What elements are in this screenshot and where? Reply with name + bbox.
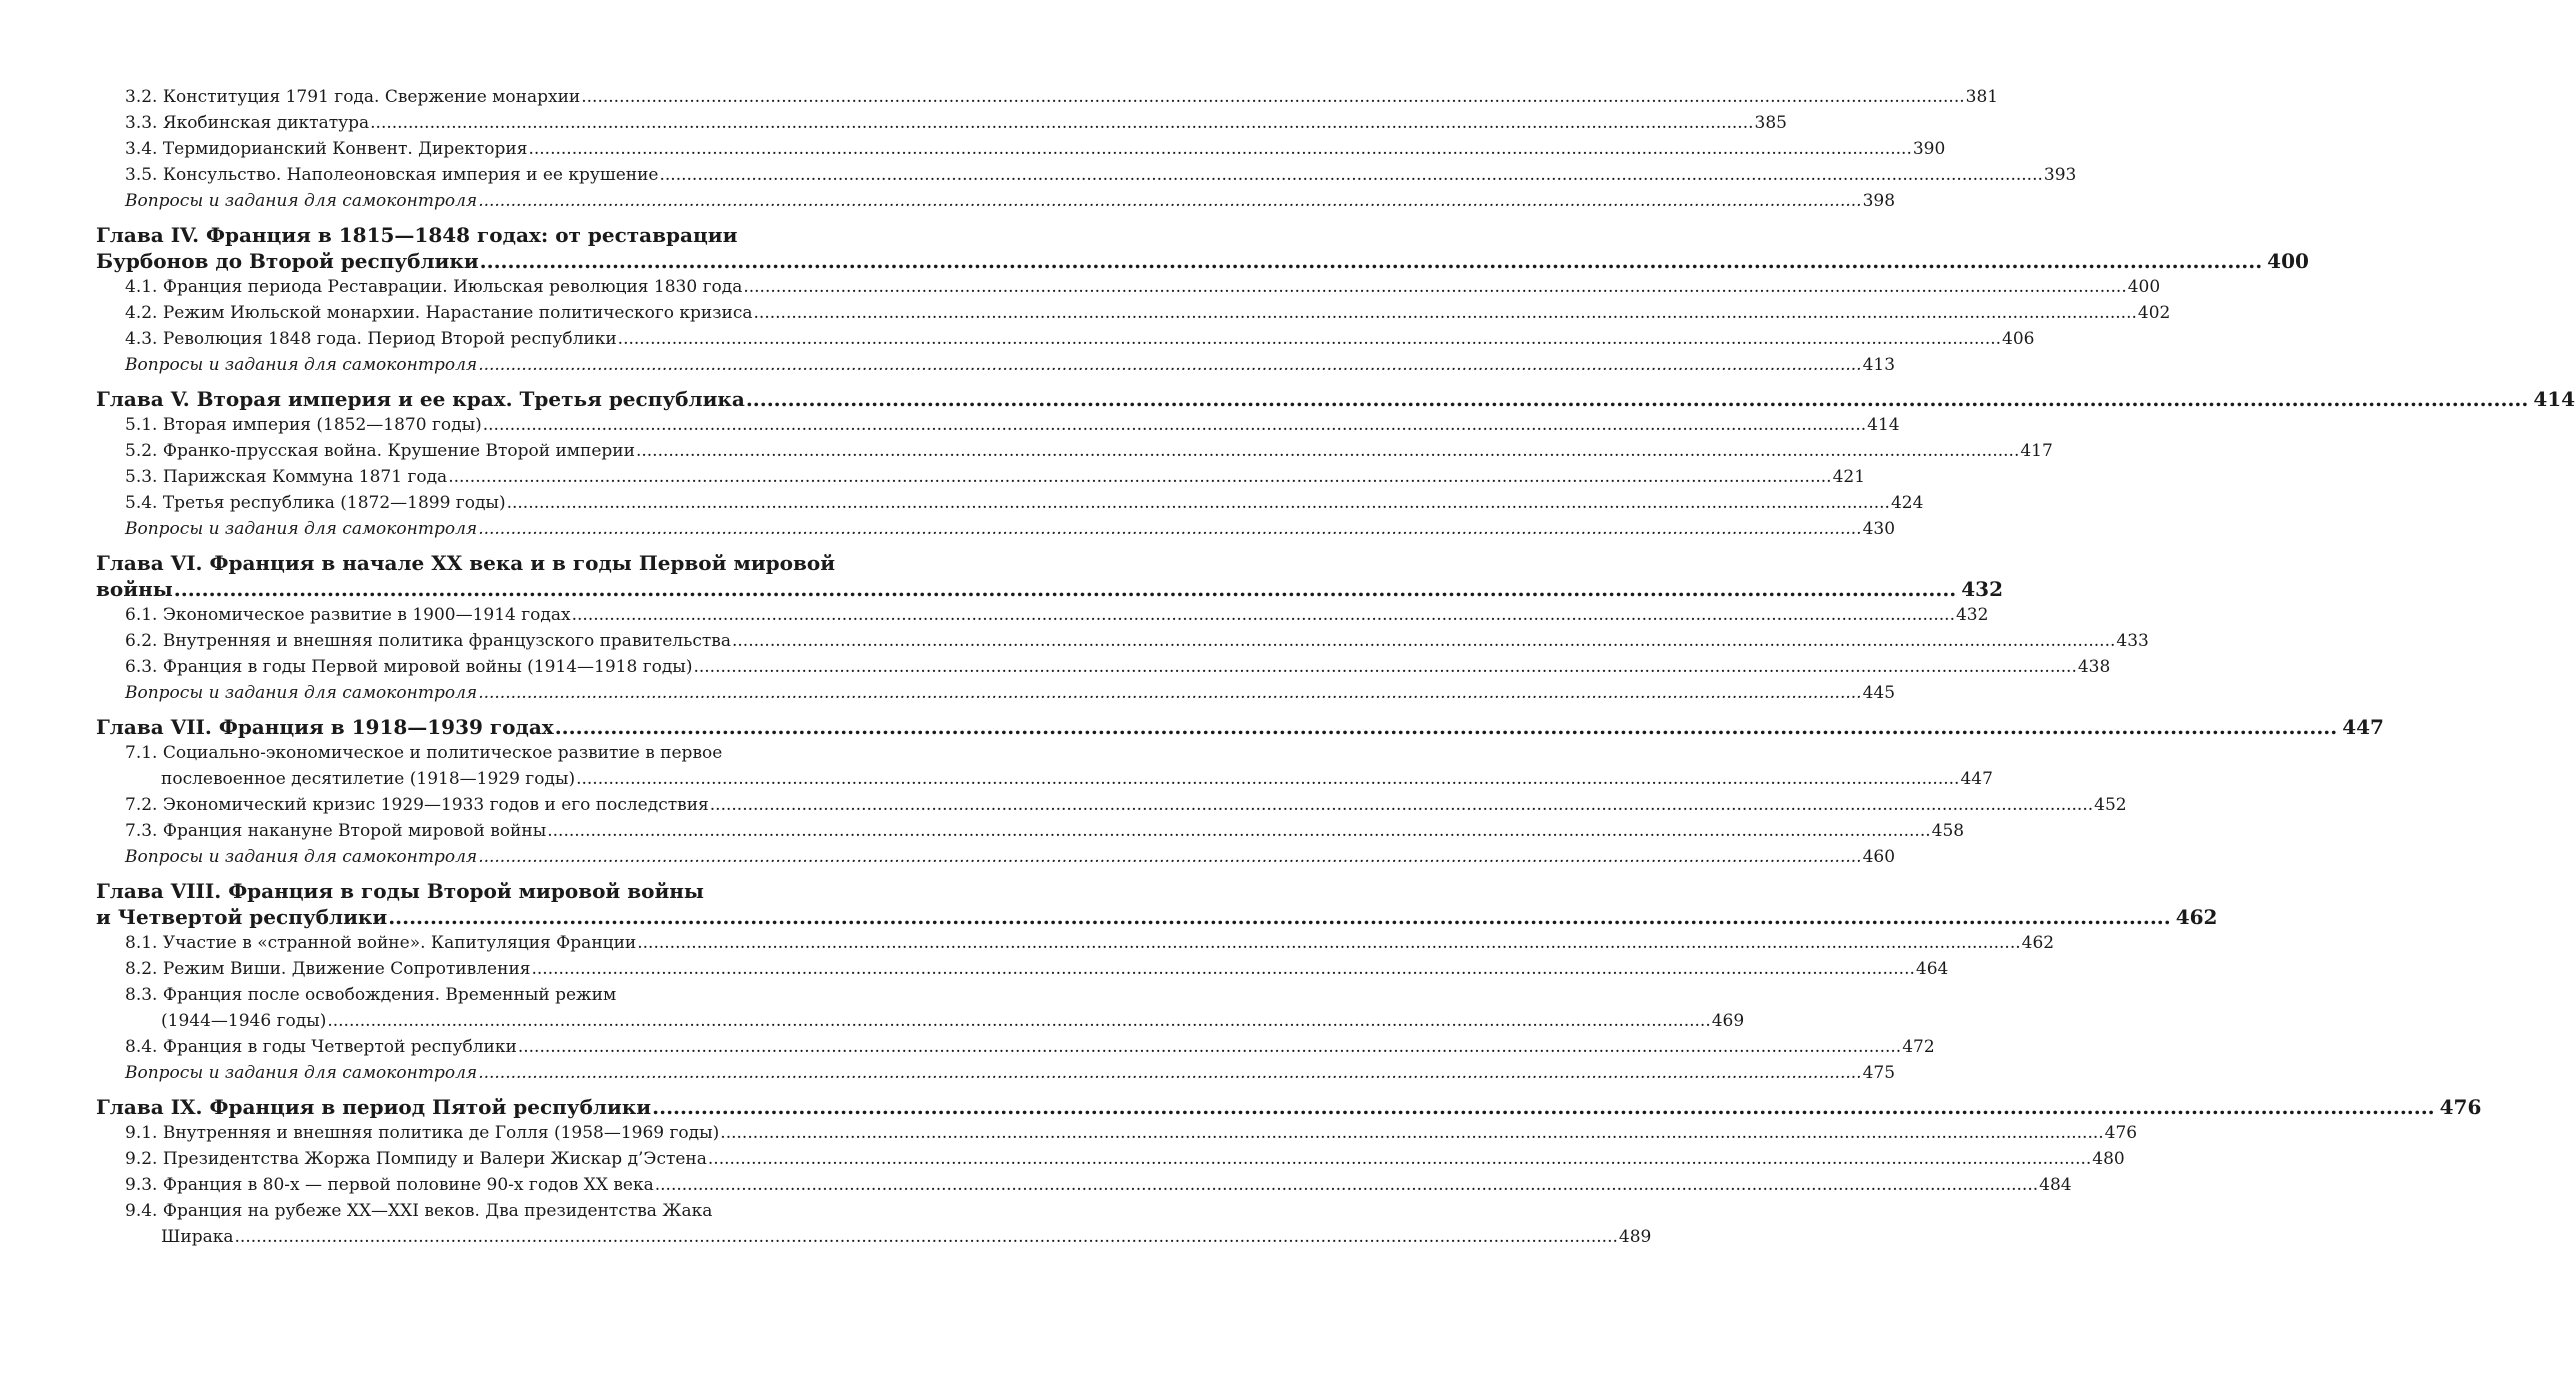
dot-leader <box>732 628 2115 654</box>
dot-leader <box>618 326 2001 352</box>
toc-entry-title: 9.4. Франция на рубеже XX—XXI веков. Два президентства Жака <box>125 1201 713 1221</box>
toc-page-number: 413 <box>1862 355 1896 375</box>
toc-section-entry[interactable] <box>96 490 1924 516</box>
toc-page-number: 489 <box>1618 1227 1652 1247</box>
toc-entry-title: (1944—1946 годы) <box>161 1011 327 1031</box>
dot-leader <box>448 464 1831 490</box>
toc-entry-title: войны <box>96 577 173 601</box>
toc-page-number: 406 <box>2002 329 2035 349</box>
dot-leader <box>693 654 2076 680</box>
toc-page-number: 476 <box>2104 1123 2138 1143</box>
toc-entry-title: Бурбонов до Второй республики <box>96 249 479 273</box>
toc-section-entry[interactable] <box>96 162 2077 188</box>
toc-entry-title: 4.2. Режим Июльской монархии. Нарастание политического кризиса <box>125 303 753 323</box>
dot-leader <box>532 956 1915 982</box>
toc-entry-title: 7.3. Франция накануне Второй мировой войны <box>125 821 547 841</box>
dot-leader <box>478 1060 1861 1086</box>
dot-leader <box>388 904 2171 930</box>
dot-leader <box>637 930 2020 956</box>
toc-entry-title: 5.3. Парижская Коммуна 1871 года <box>125 467 448 487</box>
toc-section-entry[interactable] <box>96 438 2053 464</box>
dot-leader <box>655 1172 2038 1198</box>
dot-leader <box>555 714 2338 740</box>
toc-chapter-entry-continued[interactable] <box>96 576 2004 602</box>
toc-questions-entry[interactable] <box>96 844 1896 870</box>
toc-entry-title: 5.4. Третья республика (1872—1899 годы) <box>125 493 506 513</box>
dot-leader <box>518 1034 1901 1060</box>
dot-leader <box>652 1094 2435 1120</box>
dot-leader <box>528 136 1911 162</box>
dot-leader <box>746 386 2529 412</box>
toc-entry-title: 3.2. Конституция 1791 года. Свержение монархии <box>125 87 581 107</box>
toc-section-entry[interactable] <box>96 84 1999 110</box>
toc-section-entry[interactable] <box>96 740 804 766</box>
toc-page-number: 421 <box>1832 467 1866 487</box>
toc-entry-title: 5.1. Вторая империя (1852—1870 годы) <box>125 415 482 435</box>
toc-entry-title: 4.1. Франция периода Реставрации. Июльская революция 1830 года <box>125 277 743 297</box>
toc-section-entry[interactable] <box>96 792 2127 818</box>
toc-section-entry[interactable] <box>96 1198 804 1224</box>
toc-page-number: 400 <box>2127 277 2161 297</box>
toc-page-number: 393 <box>2043 165 2077 185</box>
toc-page-number: 433 <box>2116 631 2149 651</box>
dot-leader <box>572 602 1955 628</box>
toc-section-entry[interactable] <box>96 412 1900 438</box>
toc-entry-title: Вопросы и задания для самоконтроля <box>125 355 478 375</box>
dot-leader <box>478 352 1861 378</box>
toc-page-number: 464 <box>1915 959 1949 979</box>
toc-page-number: 447 <box>2342 715 2384 739</box>
toc-entry-title: Глава VII. Франция в 1918—1939 годах <box>96 715 554 739</box>
toc-entry-title: 8.2. Режим Виши. Движение Сопротивления <box>125 959 531 979</box>
toc-entry-title: 4.3. Революция 1848 года. Период Второй республики <box>125 329 617 349</box>
toc-page-number: 462 <box>2175 905 2218 929</box>
toc-entry-title: Вопросы и задания для самоконтроля <box>125 1063 478 1083</box>
dot-leader <box>576 766 1959 792</box>
toc-entry-title: Глава IX. Франция в период Пятой республики <box>96 1095 652 1119</box>
toc-entry-title: Вопросы и задания для самоконтроля <box>125 847 478 867</box>
toc-chapter-entry[interactable] <box>96 386 2575 412</box>
toc-page-number: 480 <box>2092 1149 2125 1169</box>
toc-chapter-entry[interactable] <box>96 878 804 904</box>
toc-entry-title: Глава IV. Франция в 1815—1848 годах: от реставрации <box>96 223 738 247</box>
toc-page-number: 462 <box>2021 933 2055 953</box>
toc-section-entry-continued[interactable] <box>96 1224 1652 1250</box>
toc-page-number: 484 <box>2039 1175 2072 1195</box>
dot-leader <box>660 162 2043 188</box>
toc-chapter-entry-continued[interactable] <box>96 904 2218 930</box>
dot-leader <box>480 248 2263 274</box>
toc-entry-title: 3.5. Консульство. Наполеоновская империя и ее крушение <box>125 165 659 185</box>
toc-section-entry[interactable] <box>96 464 1866 490</box>
toc-page-number: 402 <box>2137 303 2171 323</box>
toc-questions-entry[interactable] <box>96 1060 1896 1086</box>
toc-entry-title: 9.3. Франция в 80-х — первой половине 90-х годов XX века <box>125 1175 654 1195</box>
dot-leader <box>636 438 2019 464</box>
toc-page-number: 414 <box>1867 415 1900 435</box>
toc-section-entry[interactable] <box>96 1120 2138 1146</box>
toc-entry-title: Глава V. Вторая империя и ее крах. Третья республика <box>96 387 745 411</box>
toc-page-number: 438 <box>2077 657 2111 677</box>
dot-leader <box>174 576 1957 602</box>
toc-entry-title: 5.2. Франко-прусская война. Крушение Второй империи <box>125 441 635 461</box>
toc-questions-entry[interactable] <box>96 352 1896 378</box>
toc-page-number: 476 <box>2439 1095 2482 1119</box>
toc-entry-title: 9.2. Президентства Жоржа Помпиду и Валери Жискар д’Эстена <box>125 1149 707 1169</box>
toc-section-entry[interactable] <box>96 930 2055 956</box>
toc-entry-title: и Четвертой республики <box>96 905 388 929</box>
dot-leader <box>507 490 1890 516</box>
toc-page-number: 398 <box>1862 191 1896 211</box>
toc-entry-title: Ширака <box>161 1227 234 1247</box>
toc-section-entry[interactable] <box>96 326 2035 352</box>
toc-section-entry[interactable] <box>96 602 1989 628</box>
toc-entry-title: Вопросы и задания для самоконтроля <box>125 683 478 703</box>
dot-leader <box>478 844 1861 870</box>
toc-page-number: 452 <box>2094 795 2127 815</box>
toc-section-entry[interactable] <box>96 818 1965 844</box>
toc-page-number: 385 <box>1754 113 1787 133</box>
toc-page-number: 414 <box>2533 387 2575 411</box>
dot-leader <box>478 680 1861 706</box>
toc-entry-title: Глава VI. Франция в начале XX века и в годы Первой мировой <box>96 551 836 575</box>
toc-entry-title: 9.1. Внутренняя и внешняя политика де Голля (1958—1969 годы) <box>125 1123 720 1143</box>
toc-questions-entry[interactable] <box>96 516 1896 542</box>
toc-section-entry-continued[interactable] <box>96 766 1993 792</box>
toc-section-entry[interactable] <box>96 956 1949 982</box>
dot-leader <box>708 1146 2091 1172</box>
toc-entry-title: 6.2. Внутренняя и внешняя политика французского правительства <box>125 631 731 651</box>
toc-section-entry[interactable] <box>96 982 804 1008</box>
toc-chapter-entry-continued[interactable] <box>96 248 2309 274</box>
toc-page-number: 381 <box>1965 87 1999 107</box>
toc-chapter-entry[interactable] <box>96 222 804 248</box>
toc-page-number: 424 <box>1890 493 1924 513</box>
toc-page-number: 458 <box>1931 821 1965 841</box>
toc-entry-title: 3.3. Якобинская диктатура <box>125 113 370 133</box>
toc-entry-title: 3.4. Термидорианский Конвент. Директория <box>125 139 528 159</box>
toc-entry-title: 6.1. Экономическое развитие в 1900—1914 годах <box>125 605 571 625</box>
toc-entry-title: 6.3. Франция в годы Первой мировой войны (1914—1918 годы) <box>125 657 693 677</box>
toc-section-entry-continued[interactable] <box>96 1008 1745 1034</box>
dot-leader <box>720 1120 2103 1146</box>
toc-page-number: 445 <box>1862 683 1896 703</box>
dot-leader <box>483 412 1866 438</box>
toc-questions-entry[interactable] <box>96 188 1896 214</box>
toc-entry-title: 8.4. Франция в годы Четвертой республики <box>125 1037 517 1057</box>
toc-entry-title: послевоенное десятилетие (1918—1929 годы) <box>161 769 576 789</box>
toc-chapter-entry[interactable] <box>96 550 836 576</box>
dot-leader <box>581 84 1964 110</box>
dot-leader <box>754 300 2137 326</box>
toc-section-entry[interactable] <box>96 274 2161 300</box>
toc-entry-title: Вопросы и задания для самоконтроля <box>125 519 478 539</box>
toc-page-number: 417 <box>2020 441 2053 461</box>
toc-page-number: 432 <box>1955 605 1989 625</box>
toc-entry-title: 7.2. Экономический кризис 1929—1933 годов и его последствия <box>125 795 709 815</box>
dot-leader <box>235 1224 1618 1250</box>
toc-page-number: 447 <box>1960 769 1993 789</box>
dot-leader <box>710 792 2093 818</box>
toc-section-entry[interactable] <box>96 1146 2125 1172</box>
toc-section-entry[interactable] <box>96 654 2111 680</box>
toc-entry-title: Глава VIII. Франция в годы Второй мировой войны <box>96 879 704 903</box>
toc-entry-title: Вопросы и задания для самоконтроля <box>125 191 478 211</box>
dot-leader <box>478 188 1861 214</box>
toc-page-number: 390 <box>1912 139 1946 159</box>
dot-leader <box>743 274 2126 300</box>
dot-leader <box>478 516 1861 542</box>
dot-leader <box>327 1008 1710 1034</box>
toc-page-number: 469 <box>1711 1011 1745 1031</box>
toc-page-number: 430 <box>1862 519 1896 539</box>
toc-section-entry[interactable] <box>96 110 1787 136</box>
toc-section-entry[interactable] <box>96 136 1946 162</box>
toc-entry-title: 7.1. Социально-экономическое и политическое развитие в первое <box>125 743 723 763</box>
toc-entry-title: 8.3. Франция после освобождения. Временный режим <box>125 985 617 1005</box>
toc-page-number: 472 <box>1902 1037 1935 1057</box>
table-of-contents <box>96 84 2575 1250</box>
toc-entry-title: 8.1. Участие в «странной войне». Капитуляция Франции <box>125 933 637 953</box>
toc-page-number: 460 <box>1862 847 1896 867</box>
toc-questions-entry[interactable] <box>96 680 1896 706</box>
toc-chapter-entry[interactable] <box>96 714 2384 740</box>
toc-section-entry[interactable] <box>96 1172 2072 1198</box>
toc-section-entry[interactable] <box>96 1034 1935 1060</box>
toc-page-number: 432 <box>1961 577 2004 601</box>
dot-leader <box>370 110 1753 136</box>
toc-chapter-entry[interactable] <box>96 1094 2482 1120</box>
toc-page-number: 475 <box>1862 1063 1896 1083</box>
toc-section-entry[interactable] <box>96 628 2149 654</box>
toc-page-number: 400 <box>2267 249 2309 273</box>
toc-section-entry[interactable] <box>96 300 2171 326</box>
dot-leader <box>547 818 1930 844</box>
